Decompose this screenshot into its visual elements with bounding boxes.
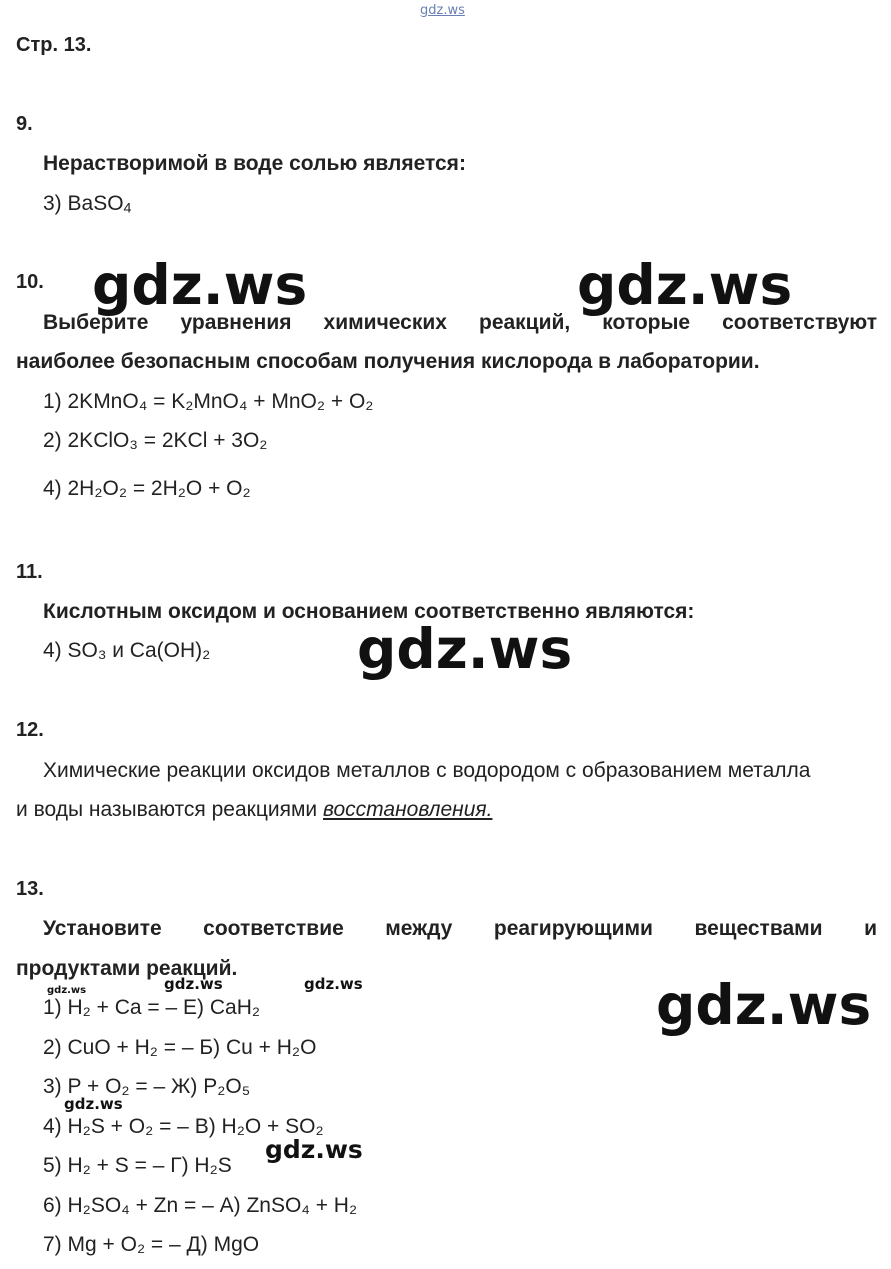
page-title: Стр. 13.: [16, 34, 92, 56]
watermark-top: gdz.ws: [420, 3, 465, 18]
question-13-answer-3: 3) P + O₂ = – Ж) P₂O₅: [43, 1075, 251, 1098]
question-13-answer-6: 6) H₂SO₄ + Zn = – А) ZnSO₄ + H₂: [43, 1194, 358, 1217]
question-11-text: Кислотным оксидом и основанием соответственно являются:: [43, 600, 695, 623]
question-10-answer-1: 1) 2KMnO₄ = K₂MnO₄ + MnO₂ + O₂: [43, 390, 374, 413]
watermark-sm-1: gdz.ws: [164, 975, 223, 993]
question-12-text-line2: [16, 798, 492, 822]
watermark-big-3: gdz.ws: [357, 617, 573, 681]
watermark-xs-1: gdz.ws: [47, 985, 87, 996]
watermark-big-1: gdz.ws: [92, 253, 308, 317]
question-13-text-line2: продуктами реакций.: [16, 957, 238, 980]
question-12-text-line2-start: и воды называются реакциями: [16, 798, 318, 821]
question-13-answer-7: 7) Mg + O₂ = – Д) MgO: [43, 1233, 260, 1256]
question-10-answer-3: 4) 2H₂O₂ = 2H₂O + O₂: [43, 477, 251, 500]
watermark-sm-2: gdz.ws: [304, 975, 363, 993]
question-12-number: 12.: [16, 719, 44, 741]
question-9-answer: [43, 192, 131, 216]
question-13-answer-4: 4) H₂S + O₂ = – В) H₂O + SO₂: [43, 1115, 324, 1138]
question-13-answer-2: 2) CuO + H₂ = – Б) Cu + H₂O: [43, 1036, 317, 1059]
watermark-mid-1: gdz.ws: [265, 1135, 363, 1164]
watermark-sm-3: gdz.ws: [64, 1095, 123, 1113]
question-12-text-line1: Химические реакции оксидов металлов с водородом с образованием металла: [43, 759, 811, 782]
question-10-text-line2: наиболее безопасным способам получения кислорода в лаборатории.: [16, 350, 760, 373]
question-13-text-line1: Установите соответствие между реагирующими веществами и: [43, 917, 877, 940]
question-11-number: 11.: [16, 561, 43, 583]
question-9-answer-subscript: 4: [123, 200, 132, 217]
question-10-text-line1: Выберите уравнения химических реакций, которые соответствуют: [43, 311, 877, 334]
question-9-number: 9.: [16, 113, 33, 135]
watermark-big-2: gdz.ws: [577, 253, 793, 317]
question-10-answer-2: 2) 2KClO₃ = 2KCl + 3O₂: [43, 429, 268, 452]
question-13-answer-1: 1) H₂ + Ca = – Е) CaH₂: [43, 996, 261, 1019]
question-9-answer-main: 3) BaSO: [43, 192, 124, 215]
question-11-answer: 4) SO₃ и Ca(OH)₂: [43, 639, 211, 662]
question-13-number: 13.: [16, 878, 44, 900]
watermark-big-4: gdz.ws: [656, 973, 872, 1037]
question-9-text: Нерастворимой в воде солью является:: [43, 152, 466, 175]
question-13-answer-5: 5) H₂ + S = – Г) H₂S: [43, 1154, 232, 1177]
question-12-answer: восстановления.: [323, 798, 493, 821]
question-10-number: 10.: [16, 271, 44, 293]
